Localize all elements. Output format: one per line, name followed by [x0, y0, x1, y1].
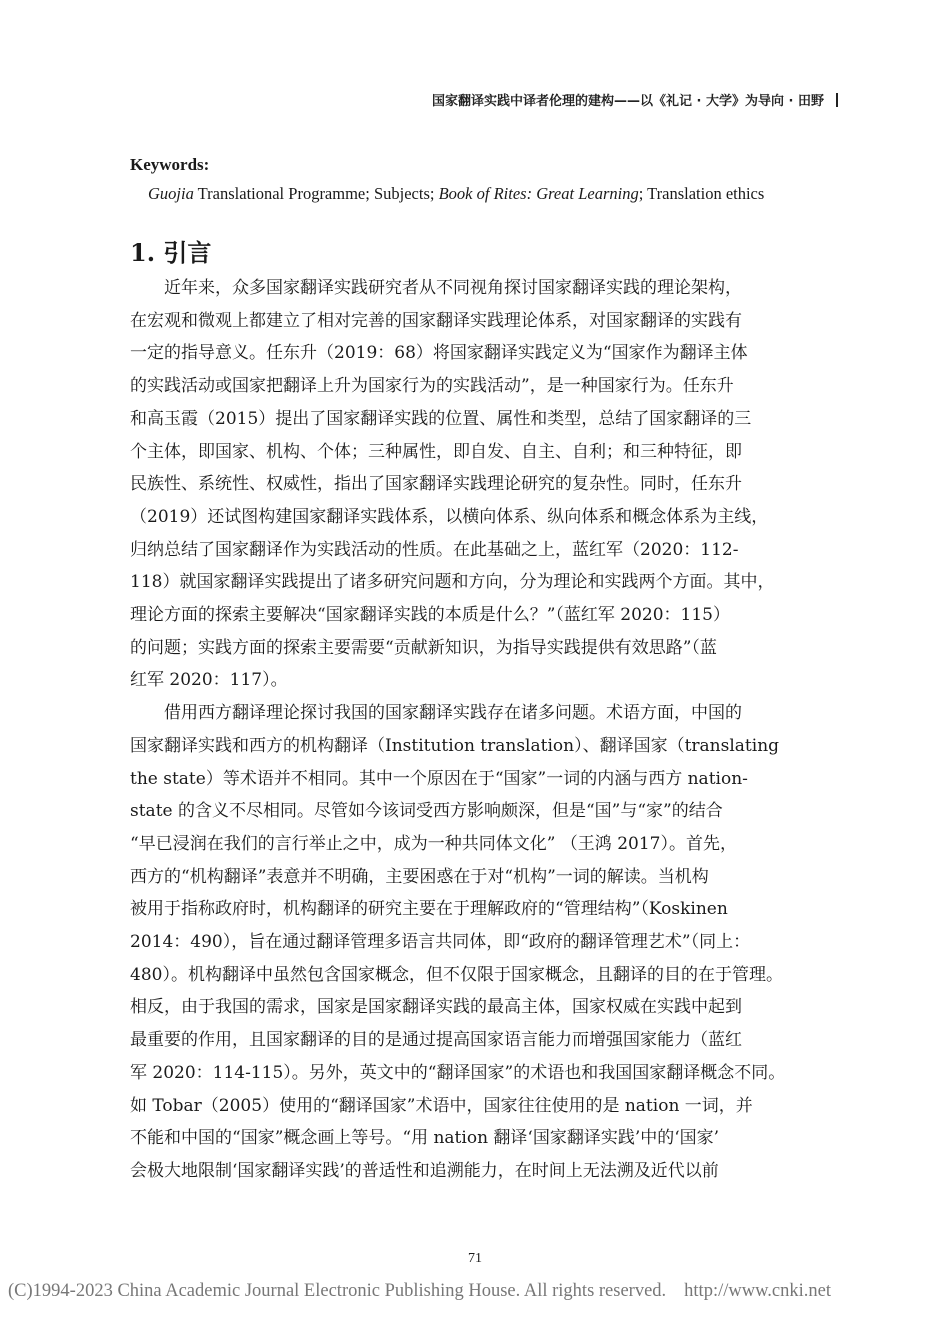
keywords-list	[148, 184, 764, 204]
text-line: 个主体，即国家、机构、个体；三种属性，即自发、自主、自利；和三种特征，即	[130, 441, 742, 462]
text-line: 国家翻译实践和西方的机构翻译（Institution translation）、翻译国家（translating	[130, 735, 780, 756]
keyword-italic: Book of Rites: Great Learning	[438, 184, 639, 203]
text-line: 一定的指导意义。任东升（2019：68）将国家翻译实践定义为“国家作为翻译主体	[130, 343, 748, 364]
text-line: 民族性、系统性、权威性，指出了国家翻译实践理论研究的复杂性。同时，任东升	[130, 474, 742, 495]
cnki-url: http://www.cnki.net	[684, 1281, 831, 1301]
text-line: 不能和中国的“国家”概念画上等号。“用 nation 翻译‘国家翻译实践’中的‘国家’	[130, 1128, 720, 1149]
text-line: 最重要的作用，且国家翻译的目的是通过提高国家语言能力而增强国家能力（蓝红	[130, 1030, 742, 1051]
header-separator	[836, 93, 838, 107]
text-line: 军 2020：114-115）。另外，英文中的“翻译国家”的术语也和我国国家翻译概念不同。	[130, 1062, 786, 1083]
text-line: state 的含义不尽相同。尽管如今该词受西方影响颇深，但是“国”与“家”的结合	[130, 801, 723, 822]
keyword-text: Translational Programme; Subjects;	[193, 184, 439, 203]
text-line: 被用于指称政府时，机构翻译的研究主要在于理解政府的“管理结构”（Koskinen	[130, 899, 728, 920]
text-line: 118）就国家翻译实践提出了诸多研究问题和方向，分为理论和实践两个方面。其中，	[130, 572, 775, 593]
text-line: 借用西方翻译理论探讨我国的国家翻译实践存在诸多问题。术语方面，中国的	[130, 703, 742, 724]
body-text	[130, 272, 823, 1188]
text-line: 的实践活动或国家把翻译上升为国家行为的实践活动”，是一种国家行为。任东升	[130, 376, 734, 397]
section-title: 1. 引言	[130, 238, 212, 267]
keywords-label: Keywords:	[130, 155, 210, 174]
keyword-italic: Guojia	[148, 184, 194, 203]
text-line: 红军 2020：117）。	[130, 670, 288, 691]
text-line: the state）等术语并不相同。其中一个原因在于“国家”一词的内涵与西方 nation-	[130, 768, 748, 789]
copyright-text: (C)1994-2023 China Academic Journal Electronic Publishing House. All rights reserved.	[8, 1281, 667, 1301]
page-number: 71	[468, 1251, 482, 1266]
copyright-footer	[8, 1281, 942, 1302]
running-title: 国家翻译实践中译者伦理的建构——以《礼记 · 大学》为导向 · 田野	[432, 94, 824, 109]
running-header	[432, 90, 838, 109]
text-line: 归纳总结了国家翻译作为实践活动的性质。在此基础之上，蓝红军（2020：112-	[130, 539, 739, 560]
text-line: 如 Tobar（2005）使用的“翻译国家”术语中，国家往往使用的是 nation 一词，并	[130, 1095, 753, 1116]
text-line: 相反，由于我国的需求，国家是国家翻译实践的最高主体，国家权威在实践中起到	[130, 997, 742, 1018]
text-line: 2014：490），旨在通过翻译管理多语言共同体，即“政府的翻译管理艺术”（同上：	[130, 932, 751, 953]
paragraph	[130, 272, 823, 697]
keyword-text: ; Translation ethics	[638, 184, 765, 203]
text-line: 在宏观和微观上都建立了相对完善的国家翻译实践理论体系，对国家翻译的实践有	[130, 310, 742, 331]
paragraph	[130, 697, 823, 1188]
text-line: 近年来，众多国家翻译实践研究者从不同视角探讨国家翻译实践的理论架构，	[130, 278, 742, 298]
text-line: 480）。机构翻译中虽然包含国家概念，但不仅限于国家概念，且翻译的目的在于管理。	[130, 964, 783, 985]
text-line: 西方的“机构翻译”表意并不明确，主要困惑在于对“机构”一词的解读。当机构	[130, 866, 709, 887]
text-line: 的问题；实践方面的探索主要需要“贡献新知识，为指导实践提供有效思路”（蓝	[130, 637, 717, 658]
text-line: （2019）还试图构建国家翻译实践体系，以横向体系、纵向体系和概念体系为主线，	[130, 506, 769, 527]
text-line: 会极大地限制‘国家翻译实践’的普适性和追溯能力，在时间上无法溯及近代以前	[130, 1160, 719, 1181]
text-line: 和高玉霞（2015）提出了国家翻译实践的位置、属性和类型，总结了国家翻译的三	[130, 408, 752, 429]
text-line: 理论方面的探索主要解决“国家翻译实践的本质是什么？”（蓝红军 2020：115）	[130, 605, 730, 626]
text-line: “早已浸润在我们的言行举止之中，成为一种共同体文化” （王鸿 2017）。首先，	[130, 833, 737, 854]
